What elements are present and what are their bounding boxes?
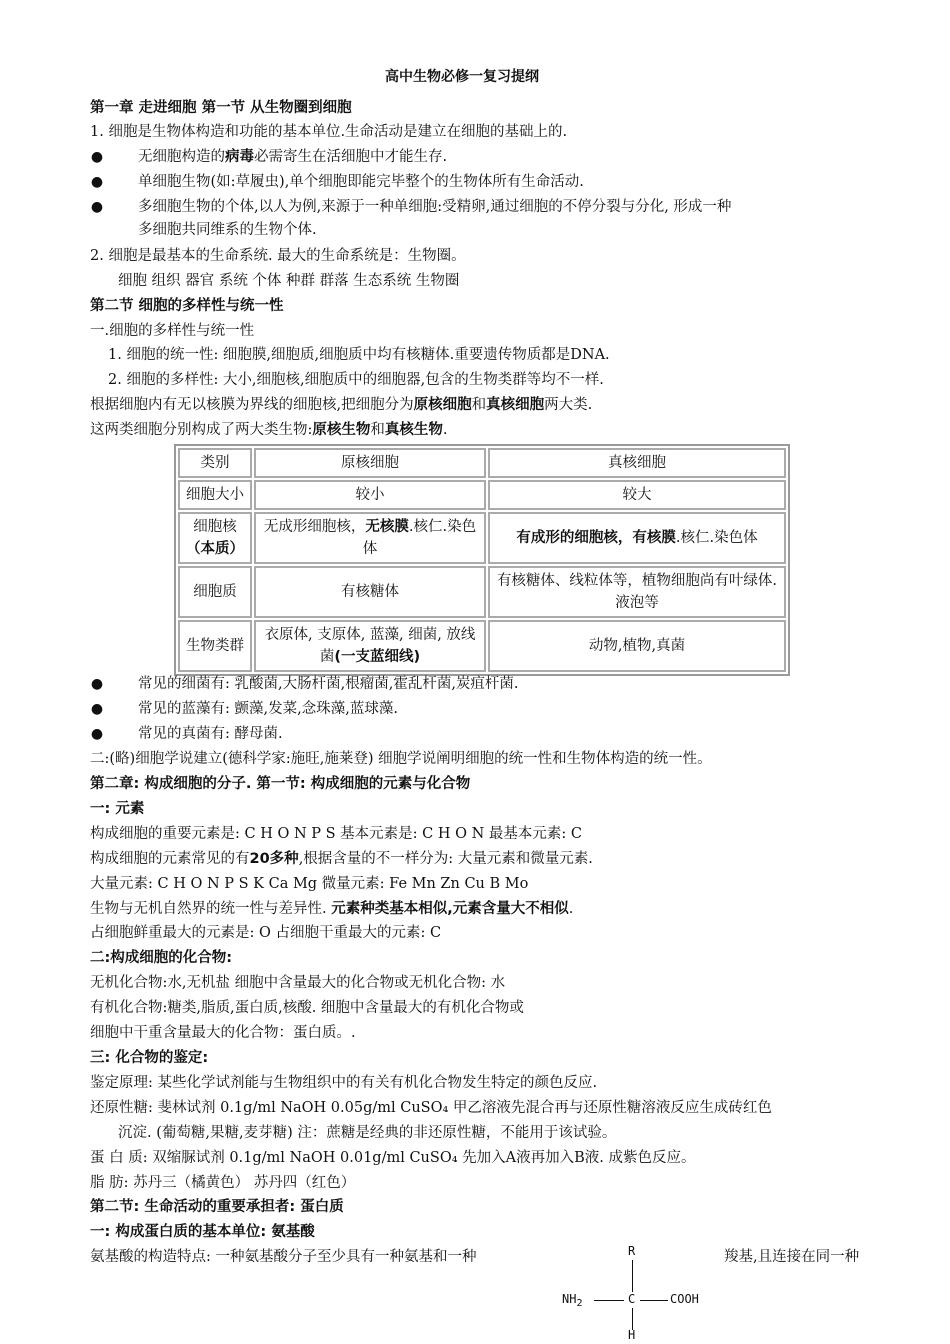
heading-identification: 三: 化合物的鉴定: [90, 1050, 209, 1066]
formula-cooh: COOH [670, 1292, 699, 1306]
table-row [178, 512, 786, 564]
line-diversity-title: 一.细胞的多样性与统一性 [90, 323, 255, 339]
table-cell: 较大 [488, 480, 786, 510]
bond-line [594, 1300, 624, 1301]
line-amino-structure: 氨基酸的构造特点: 一种氨基酸分子至少具有一种氨基和一种 [90, 1249, 477, 1265]
chapter2-heading: 第二章: 构成细胞的分子. 第一节: 构成细胞的元素与化合物 [90, 776, 471, 792]
chapter1-heading: 第一章 走进细胞 第一节 从生物圈到细胞 [90, 100, 352, 116]
table-header: 真核细胞 [488, 448, 786, 478]
bullet-dot-icon: ● [90, 726, 104, 742]
bullet-text: 常见的蓝藻有: 颤藻,发菜,念珠藻,蓝球藻. [138, 701, 398, 717]
line-protein-test: 蛋 白 质: 双缩脲试剂 0.1g/ml NaOH 0.01g/ml CuSO₄ 先加入A液再加入B液. 成紫色反应。 [90, 1150, 696, 1166]
table-cell: 动物,植物,真菌 [488, 620, 786, 672]
bond-line [632, 1260, 633, 1292]
table-cell: 衣原体, 支原体, 蓝藻, 细菌, 放线菌(一支蓝细线) [254, 620, 486, 672]
formula-c: C [628, 1292, 636, 1306]
line-classification: 根据细胞内有无以核膜为界线的细胞核,把细胞分为原核细胞和真核细胞两大类. [90, 397, 593, 413]
bullet-item-virus [90, 146, 447, 168]
line-diversity: 2. 细胞的多样性: 大小,细胞核,细胞质中的细胞器,包含的生物类群等均不一样. [108, 372, 604, 388]
table-cell: 无成形细胞核，无核膜.核仁.染色体 [254, 512, 486, 564]
line-main-elements: 构成细胞的重要元素是: C H O N P S 基本元素是: C H O N 最基本元素: C [90, 826, 582, 842]
line-element-count: 构成细胞的元素常见的有20多种,根据含量的不一样分为: 大量元素和微量元素. [90, 851, 593, 867]
page-title: 高中生物必修一复习提纲 [385, 69, 539, 85]
table-cell: 有成形的细胞核，有核膜.核仁.染色体 [488, 512, 786, 564]
table-cell: 较小 [254, 480, 486, 510]
bullet-item-cyanobacteria [90, 698, 398, 720]
table-row [178, 448, 786, 478]
line-cell-theory: 二:(略)细胞学说建立(德科学家:施旺,施莱登) 细胞学说阐明细胞的统一性和生物体构造的统一性。 [90, 751, 712, 767]
bullet-item-bacteria [90, 673, 519, 695]
bullet-dot-icon: ● [90, 676, 104, 692]
bullet-item-fungi [90, 723, 283, 745]
line-life-system: 2. 细胞是最基本的生命系统. 最大的生命系统是：生物圈。 [90, 248, 466, 264]
line-macro-micro: 大量元素: C H O N P S K Ca Mg 微量元素: Fe Mn Zn Cu B Mo [90, 876, 529, 892]
line-cell-unit: 1. 细胞是生物体构造和功能的基本单位.生命活动是建立在细胞的基础上的. [90, 124, 568, 140]
bullet-text: 多细胞生物的个体,以人为例,来源于一种单细胞:受精卵,通过细胞的不停分裂与分化, 形成一种 [138, 199, 732, 215]
bullet-dot-icon: ● [90, 174, 104, 190]
line-hierarchy: 细胞 组织 器官 系统 个体 种群 群落 生态系统 生物圈 [118, 273, 460, 289]
bullet-text: 无细胞构造的病毒必需寄生在活细胞中才能生存. [138, 149, 448, 165]
table-row [178, 620, 786, 672]
line-amino-structure-right: 羧基,且连接在同一种 [724, 1249, 860, 1265]
table-cell: 有核糖体、线粒体等，植物细胞尚有叶绿体.液泡等 [488, 566, 786, 618]
formula-nh2: $NH_2$ [562, 1292, 583, 1309]
bullet-text: 单细胞生物(如:草履虫),单个细胞即能完毕整个的生物体所有生命活动. [138, 174, 584, 190]
bullet-dot-icon: ● [90, 701, 104, 717]
line-fat-test: 脂 肪: 苏丹三（橘黄色） 苏丹四（红色） [90, 1175, 356, 1191]
heading-amino-acid: 一: 构成蛋白质的基本单位: 氨基酸 [90, 1224, 315, 1240]
table-row [178, 480, 786, 510]
line-organic: 有机化合物:糖类,脂质,蛋白质,核酸. 细胞中含量最大的有机化合物或 [90, 1000, 524, 1016]
section-protein-heading: 第二节: 生命活动的重要承担者: 蛋白质 [90, 1199, 344, 1215]
table-cell: 细胞核 （本质） [178, 512, 252, 564]
heading-compounds: 二:构成细胞的化合物: [90, 950, 233, 966]
table-row [178, 566, 786, 618]
heading-elements: 一: 元素 [90, 801, 145, 817]
section2-heading: 第二节 细胞的多样性与统一性 [90, 298, 284, 314]
table-cell: 生物类群 [178, 620, 252, 672]
formula-h: H [628, 1328, 636, 1342]
line-reducing-sugar: 还原性糖: 斐林试剂 0.1g/ml NaOH 0.05g/ml CuSO₄ 甲乙溶液先混合再与还原性糖溶液反应生成砖红色 [90, 1100, 772, 1116]
line-unity-difference: 生物与无机自然界的统一性与差异性. 元素种类基本相似,元素含量大不相似. [90, 901, 574, 917]
formula-r: R [628, 1244, 636, 1258]
bullet-text: 常见的真菌有: 酵母菌. [138, 726, 283, 742]
bullet-item-multicellular [90, 196, 731, 218]
cell-comparison-table [174, 444, 790, 676]
line-organism-types: 这两类细胞分别构成了两大类生物:原核生物和真核生物. [90, 422, 448, 438]
line-protein-dry: 细胞中干重含量最大的化合物：蛋白质。. [90, 1025, 356, 1041]
line-weight-elements: 占细胞鲜重最大的元素是: O 占细胞干重最大的元素: C [90, 925, 442, 941]
bond-line [640, 1300, 668, 1301]
line-unity: 1. 细胞的统一性: 细胞膜,细胞质,细胞质中均有核糖体.重要遗传物质都是DNA. [108, 347, 610, 363]
bullet-dot-icon: ● [90, 199, 104, 215]
table-header: 原核细胞 [254, 448, 486, 478]
line-principle: 鉴定原理: 某些化学试剂能与生物组织中的有关有机化合物发生特定的颜色反应. [90, 1075, 598, 1091]
bullet-item-unicellular [90, 171, 584, 193]
table-cell: 有核糖体 [254, 566, 486, 618]
bond-line [632, 1308, 633, 1330]
table-header: 类别 [178, 448, 252, 478]
bullet-dot-icon: ● [90, 149, 104, 165]
line-inorganic: 无机化合物:水,无机盐 细胞中含量最大的化合物或无机化合物: 水 [90, 975, 506, 991]
table-cell: 细胞大小 [178, 480, 252, 510]
amino-acid-formula [560, 1244, 720, 1344]
line-reducing-sugar-cont: 沉淀. (葡萄糖,果糖,麦芽糖) 注：蔗糖是经典的非还原性糖，不能用于该试验。 [118, 1125, 617, 1141]
bullet-text: 常见的细菌有: 乳酸菌,大肠杆菌,根瘤菌,霍乱杆菌,炭疽杆菌. [138, 676, 519, 692]
table-cell: 细胞质 [178, 566, 252, 618]
bullet-item-continued: 多细胞共同维系的生物个体. [138, 222, 317, 238]
